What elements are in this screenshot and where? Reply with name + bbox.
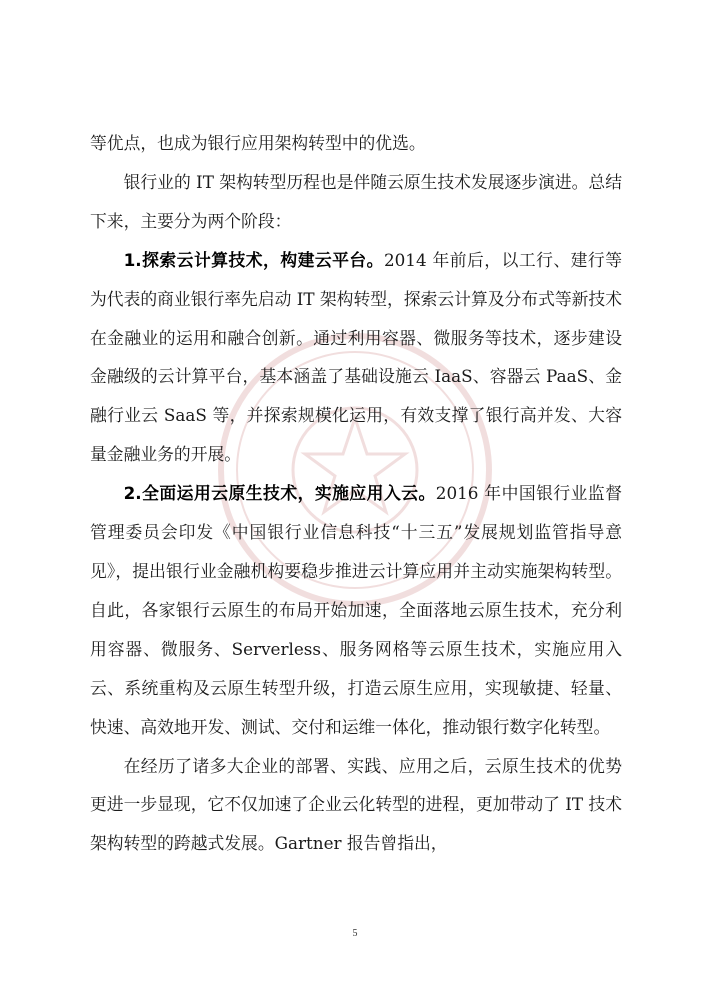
paragraph-text: 2016 年中国银行业监督管理委员会印发《中国银行业信息科技“十三五”发展规划监管指导意见》，提出银行业金融机构要稳步推进云计算应用并主动实施架构转型。自此，各家银行云原生的布局开始加速，全面落地云原生技术，充分利用容器、微服务、Serverless、服务网格等云原生技术，实施应用入云、系统重构及云原生转型升级，打造云原生应用，实现敏捷、轻量、快速、高效地开发、测试、交付和运维一体化，推动银行数字化转型。 [90, 483, 622, 737]
paragraph-1 [90, 124, 622, 163]
section-heading-1: 1.探索云计算技术，构建云平台。 [123, 249, 384, 270]
paragraph-4 [90, 474, 622, 746]
paragraph-text: 在经历了诸多大企业的部署、实践、应用之后，云原生技术的优势更进一步显现，它不仅加速了企业云化转型的进程，更加带动了 IT 技术架构转型的跨越式发展。Gartner 报告曾指出， [90, 755, 622, 854]
paragraph-text: 2014 年前后，以工行、建行等为代表的商业银行率先启动 IT 架构转型，探索云计算及分布式等新技术在金融业的运用和融合创新。通过利用容器、微服务等技术，逐步建设金融级的云计算平台，基本涵盖了基础设施云 IaaS、容器云 PaaS、金融行业云 SaaS 等，并探索规模化运用，有效支撑了银行高并发、大容量金融业务的开展。 [90, 249, 622, 465]
paragraph-3 [90, 241, 622, 474]
section-heading-2: 2.全面运用云原生技术，实施应用入云。 [123, 483, 436, 504]
paragraph-5 [90, 747, 622, 864]
document-body [90, 124, 622, 863]
page-number: 5 [352, 928, 358, 939]
paragraph-2 [90, 163, 622, 241]
paragraph-text: 等优点，也成为银行应用架构转型中的优选。 [90, 133, 426, 153]
paragraph-text: 银行业的 IT 架构转型历程也是伴随云原生技术发展逐步演进。总结下来，主要分为两个阶段： [90, 171, 622, 231]
